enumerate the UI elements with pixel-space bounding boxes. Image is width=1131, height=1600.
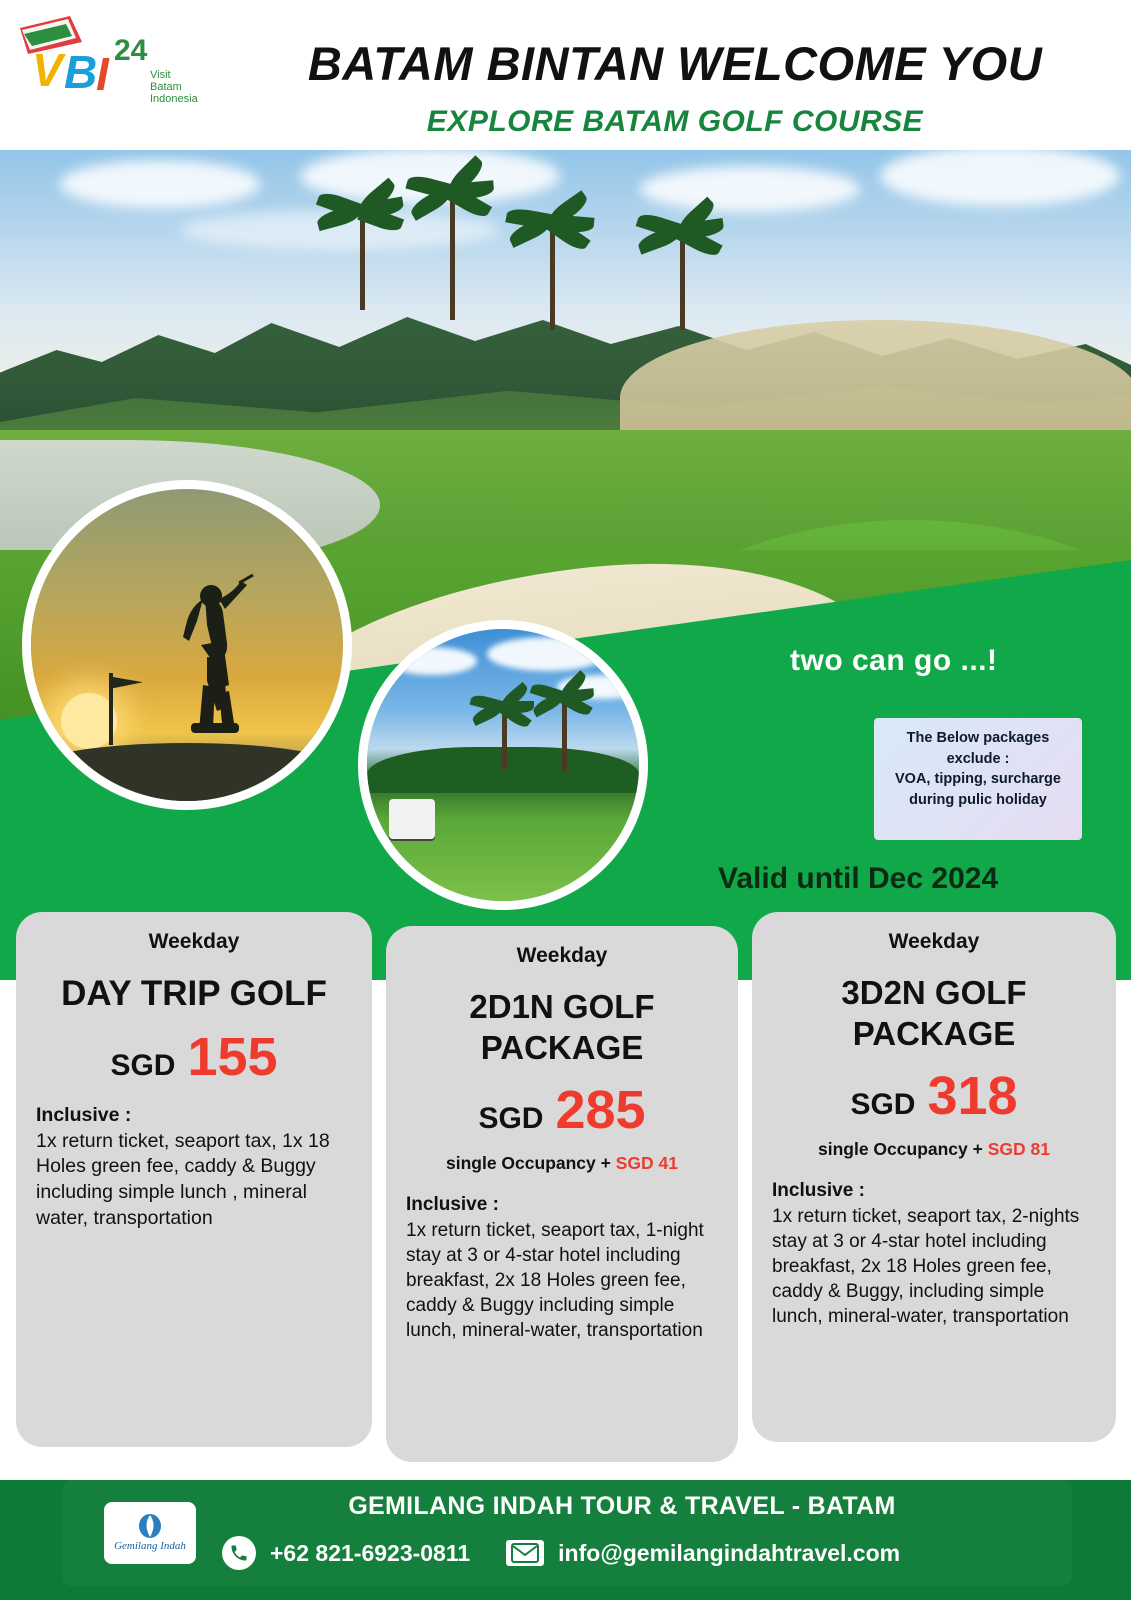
inclusive-body: 1x return ticket, seaport tax, 1x 18 Holes green fee, caddy & Buggy including simple lunch , mineral water, transportation [36,1129,330,1229]
single-occupancy-extra: SGD 81 [987,1138,1050,1159]
package-period: Weekday [516,944,608,967]
visit-batam-logo [10,8,210,118]
inclusive-title: Inclusive : [406,1193,499,1215]
package-card-day-trip[interactable] [16,912,372,1447]
email-icon [506,1540,544,1566]
svg-text:Gemilang Indah: Gemilang Indah [114,1540,186,1552]
email-address[interactable]: info@gemilangindahtravel.com [558,1539,901,1566]
exclusion-note-box [874,718,1082,840]
phone-icon [222,1536,256,1570]
package-card-2d1n[interactable] [386,926,738,1462]
single-occupancy-extra: SGD 41 [615,1152,678,1173]
price-row [406,1079,718,1140]
price-row [36,1026,352,1087]
single-occupancy-note [406,1153,718,1174]
inclusive-title: Inclusive : [772,1179,865,1201]
single-occupancy-label: single Occupancy + [446,1152,616,1173]
golf-buggy-icon [389,799,435,839]
page-subtitle: EXPLORE BATAM GOLF COURSE [426,105,924,138]
inclusive-body: 1x return ticket, seaport tax, 2-nights stay at 3 or 4-star hotel including breakfast, 2x 18 Holes green fee, caddy & Buggy, including simple lunch, mineral-water, transportation [772,1205,1080,1327]
svg-text:Indonesia: Indonesia [150,93,198,105]
inclusive-body: 1x return ticket, seaport tax, 1-night stay at 3 or 4-star hotel including breakfast, 2x 18 Holes green fee, caddy & Buggy including simple lunch, mineral-water, transportation [406,1219,704,1341]
company-name: GEMILANG INDAH TOUR & TRAVEL - BATAM [348,1492,896,1520]
footer [62,1480,1072,1586]
golfer-silhouette-photo [22,480,352,810]
single-occupancy-label: single Occupancy + [818,1138,988,1159]
svg-text:Visit: Visit [150,69,171,81]
price-row [772,1065,1096,1126]
palm-tree-icon [330,200,390,310]
package-cards [0,912,1131,1482]
package-name: 2D1N GOLF PACKAGE [469,988,655,1067]
exclusion-line-1: The Below packages [906,730,1050,746]
page-title: BATAM BINTAN WELCOME YOU [307,37,1043,90]
golf-flag-icon [113,677,143,697]
palm-tree-icon [650,220,710,330]
palm-tree-icon [477,699,527,769]
page-header [0,0,1131,150]
palm-tree-icon [520,210,580,330]
inclusive-title: Inclusive : [36,1103,132,1126]
tagline: two can go ...! [790,644,998,677]
svg-text:V: V [32,44,63,96]
company-logo [104,1502,196,1564]
currency-label: SGD [478,1101,544,1135]
phone-number[interactable]: +62 821-6923-0811 [270,1539,471,1566]
palm-tree-icon [537,689,587,771]
svg-text:B: B [64,46,98,98]
price-amount: 318 [927,1065,1018,1126]
exclusion-line-4: during pulic holiday [909,791,1047,808]
package-card-3d2n[interactable] [752,912,1116,1442]
package-period: Weekday [888,930,980,953]
exclusion-line-3: VOA, tipping, surcharge [895,771,1061,788]
price-amount: 155 [187,1026,278,1087]
exclusion-line-2: exclude : [946,750,1010,767]
golfer-icon [161,573,257,753]
svg-text:I: I [96,48,109,100]
svg-text:24: 24 [114,34,148,67]
package-name: 3D2N GOLF PACKAGE [841,974,1027,1053]
single-occupancy-note [772,1139,1096,1160]
flagstick [109,673,113,745]
golf-course-buggy-photo [358,620,648,910]
package-name: DAY TRIP GOLF [61,974,327,1013]
price-amount: 285 [555,1079,646,1140]
currency-label: SGD [110,1048,176,1082]
palm-tree-icon [420,180,480,320]
validity-text: Valid until Dec 2024 [718,862,999,895]
currency-label: SGD [850,1087,916,1121]
svg-text:Batam: Batam [150,81,182,93]
package-period: Weekday [148,930,240,953]
contact-row [222,1536,1052,1570]
